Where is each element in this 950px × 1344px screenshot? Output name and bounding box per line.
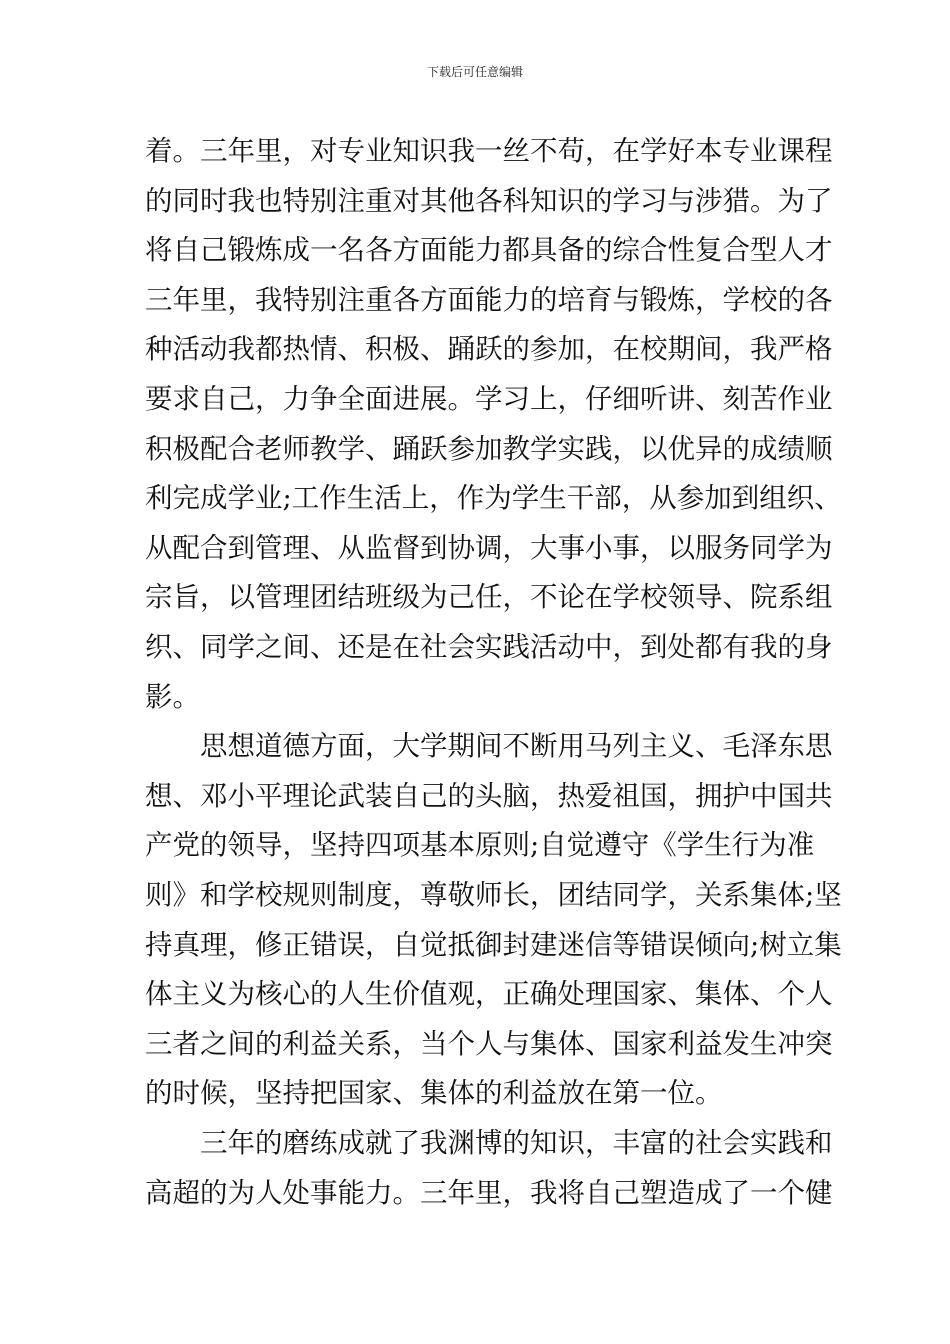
text-line: 体主义为核心的人生价值观，正确处理国家、集体、个人	[145, 978, 833, 1011]
text-line: 要求自己，力争全面进展。学习上，仔细听讲、刻苦作业	[145, 383, 833, 415]
text-line: 三年的磨练成就了我渊博的知识，丰富的社会实践和	[145, 1127, 833, 1159]
text-line: 影。	[145, 680, 200, 713]
text-line: 将自己锻炼成一名各方面能力都具备的综合性复合型人才	[145, 234, 833, 267]
text-line: 的同时我也特别注重对其他各科知识的学习与涉猎。为了	[145, 184, 833, 217]
text-line: 种活动我都热情、积极、踊跃的参加，在校期间，我严格	[145, 333, 833, 366]
text-line: 则》和学校规则制度，尊敬师长，团结同学，关系集体;坚	[145, 879, 842, 911]
text-line: 的时候，坚持把国家、集体的利益放在第一位。	[145, 1077, 723, 1110]
text-line: 产党的领导，坚持四项基本原则;自觉遵守《学生行为准	[145, 829, 815, 862]
text-line: 着。三年里，对专业知识我一丝不苟，在学好本专业课程	[145, 135, 833, 167]
text-line: 想、邓小平理论武装自己的头脑，热爱祖国，拥护中国共	[145, 779, 833, 812]
text-line: 积极配合老师教学、踊跃参加教学实践，以优异的成绩顺	[145, 432, 833, 465]
text-line: 三者之间的利益关系，当个人与集体、国家利益发生冲突	[145, 1027, 833, 1060]
text-line: 织、同学之间、还是在社会实践活动中，到处都有我的身	[145, 631, 833, 663]
text-line: 宗旨，以管理团结班级为己任，不论在学校领导、院系组	[145, 581, 833, 614]
text-line: 利完成学业;工作生活上，作为学生干部，从参加到组织、	[145, 482, 842, 515]
text-line: 高超的为人处事能力。三年里，我将自己塑造成了一个健	[145, 1176, 833, 1209]
text-line: 持真理，修正错误，自觉抵御封建迷信等错误倾向;树立集	[145, 928, 842, 961]
header-note: 下载后可任意编辑	[426, 65, 523, 79]
text-line: 从配合到管理、从监督到协调，大事小事，以服务同学为	[145, 531, 833, 564]
text-line: 思想道德方面，大学期间不断用马列主义、毛泽东思	[145, 730, 833, 763]
text-line: 三年里，我特别注重各方面能力的培育与锻炼，学校的各	[145, 283, 833, 316]
